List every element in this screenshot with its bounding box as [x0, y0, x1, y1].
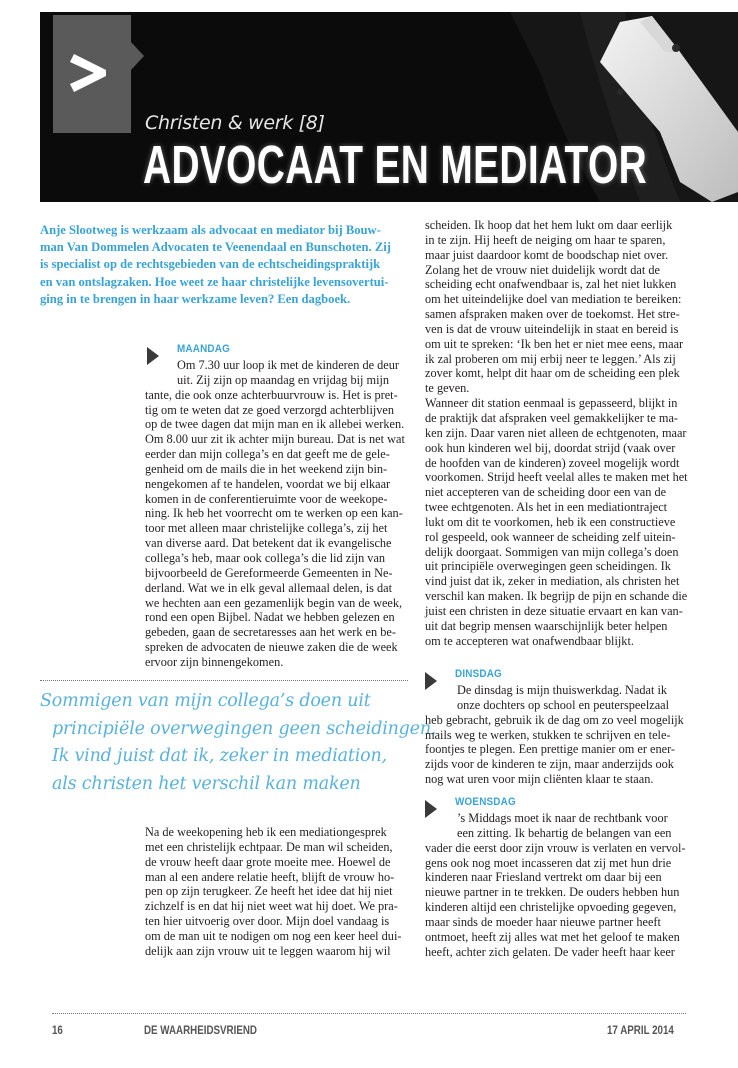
intro-line: en van ontslagzaken. Hoe weet ze haar christelijke levensovertui- — [40, 274, 389, 289]
text-line: ik zal proberen om mij erbij neer te leggen.’ Als zij — [425, 351, 676, 366]
text-line: op de twee dagen dat mijn man en ik allebei werken. — [145, 417, 405, 432]
text-line: heb gebracht, gebruik ik de dag om zo veel mogelijk — [425, 712, 684, 727]
text-line: juist een christen in deze situatie ervaart en kan van- — [425, 603, 683, 618]
text-line: Zolang het de vrouw niet duidelijk wordt dat de — [425, 262, 660, 277]
text-line: pen op zijn terugkeer. Ze heeft het idee dat hij niet — [145, 884, 393, 899]
text-line: te geven. — [425, 381, 470, 396]
pull-quote — [40, 688, 436, 798]
text-line: scheiding echt onafwendbaar is, zal het niet lukken — [425, 277, 677, 292]
body-text-woensdag — [425, 811, 690, 959]
text-line: rol gespeeld, ook wanneer de scheiding zelf uitein- — [425, 529, 676, 544]
intro-line: is specialist op de rechtsgebieden van de echtscheidingspraktijk — [40, 257, 381, 272]
text-line: de praktijk dat afspraken veel gemakkelijker te ma- — [425, 410, 678, 425]
text-line: zichzelf is en dat hij niet weet wat hij doet. We pra- — [145, 899, 398, 914]
text-line: maar sinds de moeder haar nieuwe partner heeft — [425, 914, 661, 929]
text-line: lukt om dit te voorkomen, heb ik een constructieve — [425, 514, 676, 529]
text-line: ven is dat de vrouw uiteindelijk in staat en bereid is — [425, 321, 679, 336]
text-line: onze dochters op school en peuterspeelzaal — [457, 697, 670, 712]
quote-line: Sommigen van mijn collega’s doen uit — [40, 691, 371, 711]
page-number: 16 — [52, 1025, 63, 1037]
text-line: mails weg te werken, stukken te schrijven en tele- — [425, 727, 671, 742]
quote-line: Ik vind juist dat ik, zeker in mediation, — [52, 746, 387, 767]
text-line: de hoofden van de kinderen) zoveel mogelijk wordt — [425, 455, 680, 470]
text-line: zijds voor de kinderen te zijn, maar anderzijds ook — [425, 757, 674, 772]
text-line: heeft, achter zich gelaten. De vader heeft haar keer — [425, 944, 675, 959]
text-line: vader die eerst door zijn vrouw is verlaten en vervol- — [425, 840, 686, 855]
text-line: nieuwe partner in te trekken. De ouders hebben hun — [425, 885, 680, 900]
text-line: Na de weekopening heb ik een mediationgesprek — [145, 825, 387, 839]
text-line: De dinsdag is mijn thuiswerkdag. Nadat ik — [457, 683, 668, 697]
text-line: tante, die ook onze achterbuurvrouw is. Het is pret- — [145, 387, 398, 402]
text-line: bijvoorbeeld de Gereformeerde Gemeenten in Ne- — [145, 565, 393, 580]
text-line: twee echtgenoten. Als het in een mediationtraject — [425, 500, 668, 515]
text-line: toor met alleen maar christelijke collega’s, zij het — [145, 521, 388, 536]
text-line: Om 8.00 uur zit ik achter mijn bureau. Dat is net wat — [145, 432, 405, 447]
intro-line: ging in te brengen in haar werkzame leven? Een dagboek. — [40, 291, 351, 306]
text-line: niet accepteren van de scheiding door een van de — [425, 485, 667, 500]
text-line: nengekomen af te handelen, voordat we bij elkaar — [145, 476, 391, 491]
section-heading-maandag: MAANDAG — [177, 343, 230, 355]
text-line: tig om te weten dat ze goed verzorgd achterblijven — [145, 402, 395, 417]
text-line: ontmoet, heeft zij alles wat met het geloof te maken — [425, 929, 680, 944]
footer-divider — [52, 1013, 686, 1014]
text-line: derland. Wat we in elk geval allemaal delen, is dat — [145, 580, 393, 595]
text-line: uit. Zij zijn op maandag en vrijdag bij mijn — [177, 372, 390, 387]
intro-line: Anje Slootweg is werkzaam als advocaat en mediator bij Bouw- — [40, 223, 381, 237]
text-line: vind juist dat ik, zeker in mediation, als christen het — [425, 574, 680, 589]
body-text-dinsdag — [425, 683, 690, 787]
text-line: gebeden, gaan de secretaresses aan het werk en be- — [145, 625, 396, 640]
section-marker-notch — [131, 42, 144, 70]
divider — [40, 680, 408, 681]
body-text-right — [425, 218, 690, 648]
text-line: ook hun kinderen wel bij, doordat strijd (vaak over — [425, 440, 676, 455]
text-line: ’s Middags moet ik naar de rechtbank voor — [457, 811, 668, 825]
text-line: komen in de conferentieruimte voor de weekope- — [145, 491, 388, 506]
text-line: van diverse aard. Dat betekent dat ik evangelische — [145, 536, 392, 551]
text-line: met een christelijk echtpaar. De man wil scheiden, — [145, 839, 393, 854]
series-label: Christen & werk [8] — [145, 112, 325, 134]
text-line: scheiden. Ik hoop dat het hem lukt om daar eerlijk — [425, 218, 673, 232]
text-line: verschil kan maken. Ik begrijp de pijn en schande die — [425, 589, 688, 604]
text-line: zover komt, helpt dit haar om de scheiding een plek — [425, 366, 680, 381]
text-line: ken zijn. Daar varen niet alleen de echtgenoten, maar — [425, 425, 687, 440]
text-line: man al een andere relatie heeft, blijft de vrouw ho- — [145, 869, 395, 884]
text-line: Wanneer dit station eenmaal is gepasseerd, blijkt in — [425, 396, 678, 411]
text-line: om het uiteindelijke doel van mediation te bereiken: — [425, 292, 682, 307]
text-line: Om 7.30 uur loop ik met de kinderen de deur — [177, 358, 399, 372]
text-line: maar juist daardoor komt de boodschap niet over. — [425, 247, 669, 262]
quote-line: principiële overwegingen geen scheidingen. — [52, 718, 437, 739]
text-line: kinderen naar Friesland vertrekt om daar bij een — [425, 870, 662, 885]
text-line: nog wat uren voor mijn cliënten klaar te staan. — [425, 772, 654, 787]
issue-date: 17 APRIL 2014 — [607, 1025, 674, 1037]
text-line: gens ook nog moet incasseren dat zij met hun drie — [425, 855, 672, 870]
text-line: voorkomen. Strijd heeft veelal alles te maken met het — [425, 470, 688, 485]
text-line: om de man uit te nodigen om nog een keer heel dui- — [145, 928, 402, 943]
body-text-continued — [145, 825, 410, 959]
text-line: de vrouw heeft daar grote moeite mee. Hoewel de — [145, 854, 391, 869]
text-line: foontjes te plegen. Een prettige manier om er ener- — [425, 742, 676, 757]
text-line: ervoor zijn binnengekomen. — [145, 654, 284, 669]
text-line: delijk aan zijn vrouw uit te leggen waarom hij wil — [145, 943, 391, 958]
text-line: een zitting. Ik behartig de belangen van een — [457, 825, 672, 840]
section-heading-dinsdag: DINSDAG — [455, 668, 502, 680]
text-line: genheid om de mails die in het weekend zijn bin- — [145, 461, 388, 476]
text-line: om uit te spreken: ‘Ik ben het er niet mee eens, maar — [425, 336, 684, 351]
text-line: uit dat begrip mensen waarschijnlijk beter helpen — [425, 618, 668, 633]
body-text-maandag — [145, 358, 410, 670]
text-line: ten hier uitvoerig over door. Mijn doel vandaag is — [145, 914, 390, 929]
text-line: samen afspraken maken over de toekomst. Het stre- — [425, 307, 680, 322]
text-line: uit principiële overwegingen geen scheidingen. Ik — [425, 559, 671, 574]
text-line: ning. Ik heb het voorrecht om te werken op een kan- — [145, 506, 403, 521]
text-line: kinderen altijd een christelijke opvoeding gegeven, — [425, 900, 677, 915]
text-line: spreken de advocaten de nieuwe zaken die de week — [145, 640, 398, 655]
header-banner — [40, 12, 738, 202]
text-line: we hechten aan een gezamenlijk begin van de week, — [145, 595, 403, 610]
text-line: eerder dan mijn collega’s en dat geeft me de gele- — [145, 447, 390, 462]
text-line: in te zijn. Hij heeft de neiging om haar te sparen, — [425, 232, 666, 247]
publication-name: DE WAARHEIDSVRIEND — [144, 1025, 257, 1037]
text-line: collega’s heb, maar ook collega’s die lid zijn van — [145, 550, 386, 565]
chevron-right-icon — [70, 52, 110, 92]
page-title: ADVOCAAT EN MEDIATOR — [143, 135, 648, 195]
intro-line: man Van Dommelen Advocaten te Veenendaal en Bunschoten. Zij — [40, 240, 391, 255]
text-line: rond een open Bijbel. Nadat we hebben gelezen en — [145, 610, 395, 625]
intro-lead — [40, 222, 410, 308]
text-line: delijk doorgaat. Sommigen van mijn collega’s doen — [425, 544, 679, 559]
text-line: om te accepteren wat onafwendbaar blijkt. — [425, 633, 634, 648]
quote-line: als christen het verschil kan maken — [52, 773, 361, 794]
section-heading-woensdag: WOENSDAG — [455, 796, 516, 808]
